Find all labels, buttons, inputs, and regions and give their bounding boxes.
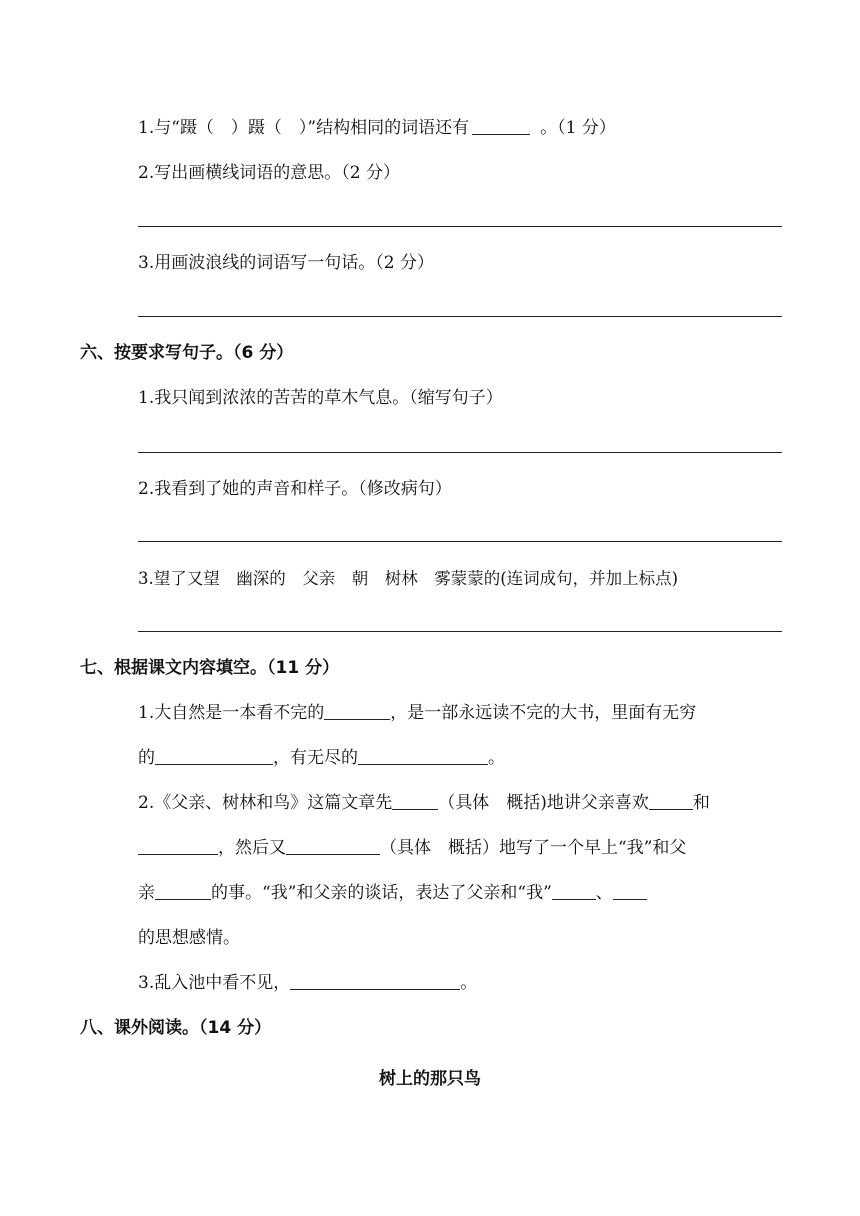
reading-title: 树上的那只鸟 <box>379 1069 481 1089</box>
question-7-3: 3.乱入池中看不见， 。 <box>138 973 478 993</box>
question-7-1: 1.大自然是一本看不完的 ，是一部永远读不完的大书，里面有无穷 <box>138 703 697 723</box>
answer-blank[interactable] <box>613 883 647 900</box>
answer-blank[interactable] <box>392 793 438 810</box>
question-7-2: 2.《父亲、树林和鸟》这篇文章先 （具体 概括)地讲父亲喜欢 和 <box>138 793 710 813</box>
question-5-1: 1.与“蹑（ ）蹑（ ）”结构相同的词语还有 。（1 分） <box>138 118 616 138</box>
answer-blank[interactable] <box>358 748 488 765</box>
answer-blank[interactable] <box>290 973 460 990</box>
section-heading-8: 八、课外阅读。（14 分） <box>80 1018 272 1038</box>
answer-blank[interactable] <box>138 838 218 855</box>
question-5-2: 2.写出画横线词语的意思。（2 分） <box>138 163 400 183</box>
answer-blank[interactable] <box>324 703 390 720</box>
question-5-3: 3.用画波浪线的词语写一句话。（2 分） <box>138 253 434 273</box>
question-7-2-end: 的思想感情。 <box>138 928 240 948</box>
answer-blank[interactable] <box>552 883 596 900</box>
question-6-3: 3.望了又望 幽深的 父亲 朝 树林 雾蒙蒙的(连词成句，并加上标点) <box>138 569 679 588</box>
question-7-1-cont: 的 ，有无尽的 。 <box>138 748 505 768</box>
answer-blank[interactable] <box>286 838 380 855</box>
answer-line[interactable] <box>138 631 782 632</box>
answer-blank[interactable] <box>155 883 211 900</box>
answer-blank[interactable] <box>155 748 273 765</box>
answer-line[interactable] <box>138 541 782 542</box>
answer-line[interactable] <box>138 226 782 227</box>
question-6-2: 2.我看到了她的声音和样子。（修改病句） <box>138 479 452 499</box>
answer-blank[interactable] <box>649 793 693 810</box>
question-7-2-cont: ，然后又 （具体 概括）地写了一个早上“我”和父 <box>138 837 686 859</box>
answer-line[interactable] <box>138 316 782 317</box>
question-6-1: 1.我只闻到浓浓的苦苦的草木气息。（缩写句子） <box>138 388 503 408</box>
answer-line[interactable] <box>138 452 782 453</box>
section-heading-6: 六、按要求写句子。（6 分） <box>80 343 294 363</box>
answer-blank[interactable] <box>472 118 530 135</box>
question-7-2-cont: 亲 的事。“我”和父亲的谈话，表达了父亲和“我” 、 <box>138 882 647 904</box>
section-heading-7: 七、根据课文内容填空。（11 分） <box>80 658 340 678</box>
